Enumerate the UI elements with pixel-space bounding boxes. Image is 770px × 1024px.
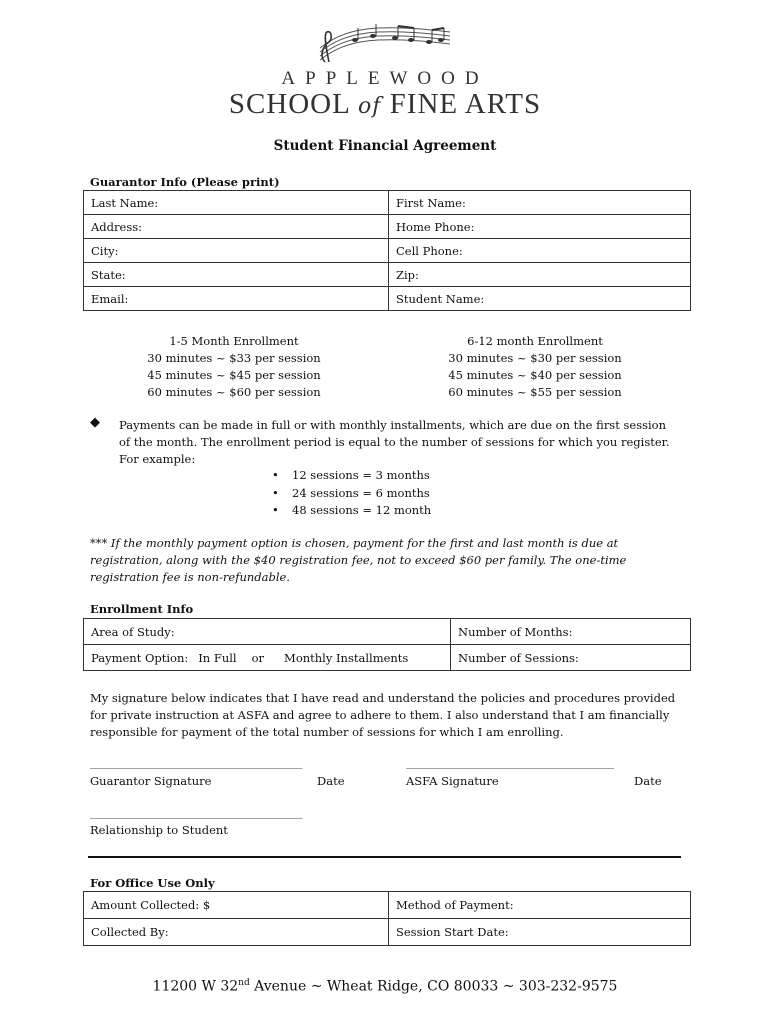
table-row: [84, 919, 691, 946]
logo-school: SCHOOL: [228, 88, 350, 120]
asfa-signature-label: ASFA Signature: [406, 774, 499, 788]
rates-short-term: [134, 333, 334, 401]
zip-field[interactable]: Zip:: [389, 263, 691, 287]
enrollment-heading: Enrollment Info: [90, 602, 194, 616]
rate-line: 30 minutes ~ $30 per session: [448, 351, 622, 365]
method-of-payment-field[interactable]: Method of Payment:: [389, 892, 691, 919]
school-logo: [0, 18, 770, 121]
logo-main-text: [0, 88, 770, 121]
logo-top-text: APPLEWOOD: [281, 68, 489, 89]
table-row: [84, 215, 691, 239]
area-of-study-field[interactable]: Area of Study:: [84, 619, 451, 645]
number-of-months-field[interactable]: Number of Months:: [451, 619, 691, 645]
session-start-date-field[interactable]: Session Start Date:: [389, 919, 691, 946]
monthly-payment-note: [90, 535, 690, 586]
office-use-heading: For Office Use Only: [90, 876, 215, 890]
payment-option-field[interactable]: [84, 645, 451, 671]
footer-address-part2: Avenue ~ Wheat Ridge, CO 80033 ~ 303-232-9575: [249, 978, 618, 995]
list-item: • 48 sessions = 12 month: [272, 502, 431, 520]
rates-long-term: [435, 333, 635, 401]
rate-line: 45 minutes ~ $45 per session: [147, 368, 321, 382]
first-name-field[interactable]: First Name:: [389, 191, 691, 215]
note-line: *** If the monthly payment option is chosen, payment for the first and last month is due at: [90, 536, 619, 550]
guarantor-signature-line[interactable]: _______________________________________________: [90, 756, 302, 769]
table-row: [84, 619, 691, 645]
logo-of: of: [358, 94, 382, 119]
last-name-field[interactable]: Last Name:: [84, 191, 389, 215]
note-line: registration, along with the $40 registration fee, not to exceed $60 per family. The one-time: [90, 553, 627, 567]
student-name-field[interactable]: Student Name:: [389, 287, 691, 311]
footer-address: [0, 978, 770, 995]
table-row: [84, 645, 691, 671]
rate-line: 45 minutes ~ $40 per session: [448, 368, 622, 382]
agreement-paragraph: [90, 690, 690, 741]
footer-address-part1: 11200 W 32: [152, 978, 239, 995]
list-item: • 24 sessions = 6 months: [272, 485, 431, 503]
agreement-line: for private instruction at ASFA and agree to adhere to them. I also understand that I am financially: [90, 708, 670, 722]
table-row: [84, 287, 691, 311]
note-line: registration fee is non-refundable.: [90, 570, 290, 584]
relationship-label: Relationship to Student: [90, 823, 228, 837]
amount-collected-field[interactable]: Amount Collected: $: [84, 892, 389, 919]
city-field[interactable]: City:: [84, 239, 389, 263]
agreement-line: My signature below indicates that I have read and understand the policies and procedures provided: [90, 691, 676, 705]
footer-address-sup: nd: [238, 978, 250, 988]
guarantor-table: [83, 190, 691, 311]
music-notes-icon: [315, 18, 455, 64]
asfa-date-label: Date: [634, 774, 662, 788]
rates-short-heading: 1-5 Month Enrollment: [169, 334, 299, 348]
payment-option-label: Payment Option:: [91, 650, 189, 665]
table-row: [84, 892, 691, 919]
enrollment-table: [83, 618, 691, 671]
home-phone-field[interactable]: Home Phone:: [389, 215, 691, 239]
payments-paragraph: [119, 417, 699, 468]
guarantor-date-label: Date: [317, 774, 345, 788]
list-item: • 12 sessions = 3 months: [272, 467, 431, 485]
agreement-line: responsible for payment of the total number of sessions for which I am enrolling.: [90, 725, 564, 739]
rate-line: 60 minutes ~ $60 per session: [147, 385, 321, 399]
number-of-sessions-field[interactable]: Number of Sessions:: [451, 645, 691, 671]
address-field[interactable]: Address:: [84, 215, 389, 239]
table-row: [84, 263, 691, 287]
table-row: [84, 239, 691, 263]
payment-examples: [272, 467, 431, 520]
state-field[interactable]: State:: [84, 263, 389, 287]
payments-line: Payments can be made in full or with monthly installments, which are due on the first session: [119, 418, 667, 432]
rate-line: 60 minutes ~ $55 per session: [448, 385, 622, 399]
payments-line: of the month. The enrollment period is equal to the number of sessions for which you register.: [119, 435, 670, 449]
relationship-line[interactable]: _______________________________________________: [90, 806, 302, 819]
or-text: or: [251, 650, 265, 665]
monthly-installments-option[interactable]: Monthly Installments: [284, 650, 409, 665]
asfa-signature-line[interactable]: ______________________________________________: [406, 756, 613, 769]
logo-fine-arts: FINE ARTS: [389, 88, 542, 120]
divider: [88, 856, 681, 858]
guarantor-signature-label: Guarantor Signature: [90, 774, 212, 788]
page-title: Student Financial Agreement: [273, 138, 497, 154]
office-use-table: [83, 891, 691, 946]
diamond-bullet-icon: ◆: [90, 415, 100, 430]
payments-line: For example:: [119, 452, 196, 466]
collected-by-field[interactable]: Collected By:: [84, 919, 389, 946]
cell-phone-field[interactable]: Cell Phone:: [389, 239, 691, 263]
in-full-option[interactable]: In Full: [198, 650, 237, 665]
guarantor-heading: Guarantor Info (Please print): [90, 175, 280, 189]
table-row: [84, 191, 691, 215]
email-field[interactable]: Email:: [84, 287, 389, 311]
rate-line: 30 minutes ~ $33 per session: [147, 351, 321, 365]
rates-long-heading: 6-12 month Enrollment: [467, 334, 603, 348]
